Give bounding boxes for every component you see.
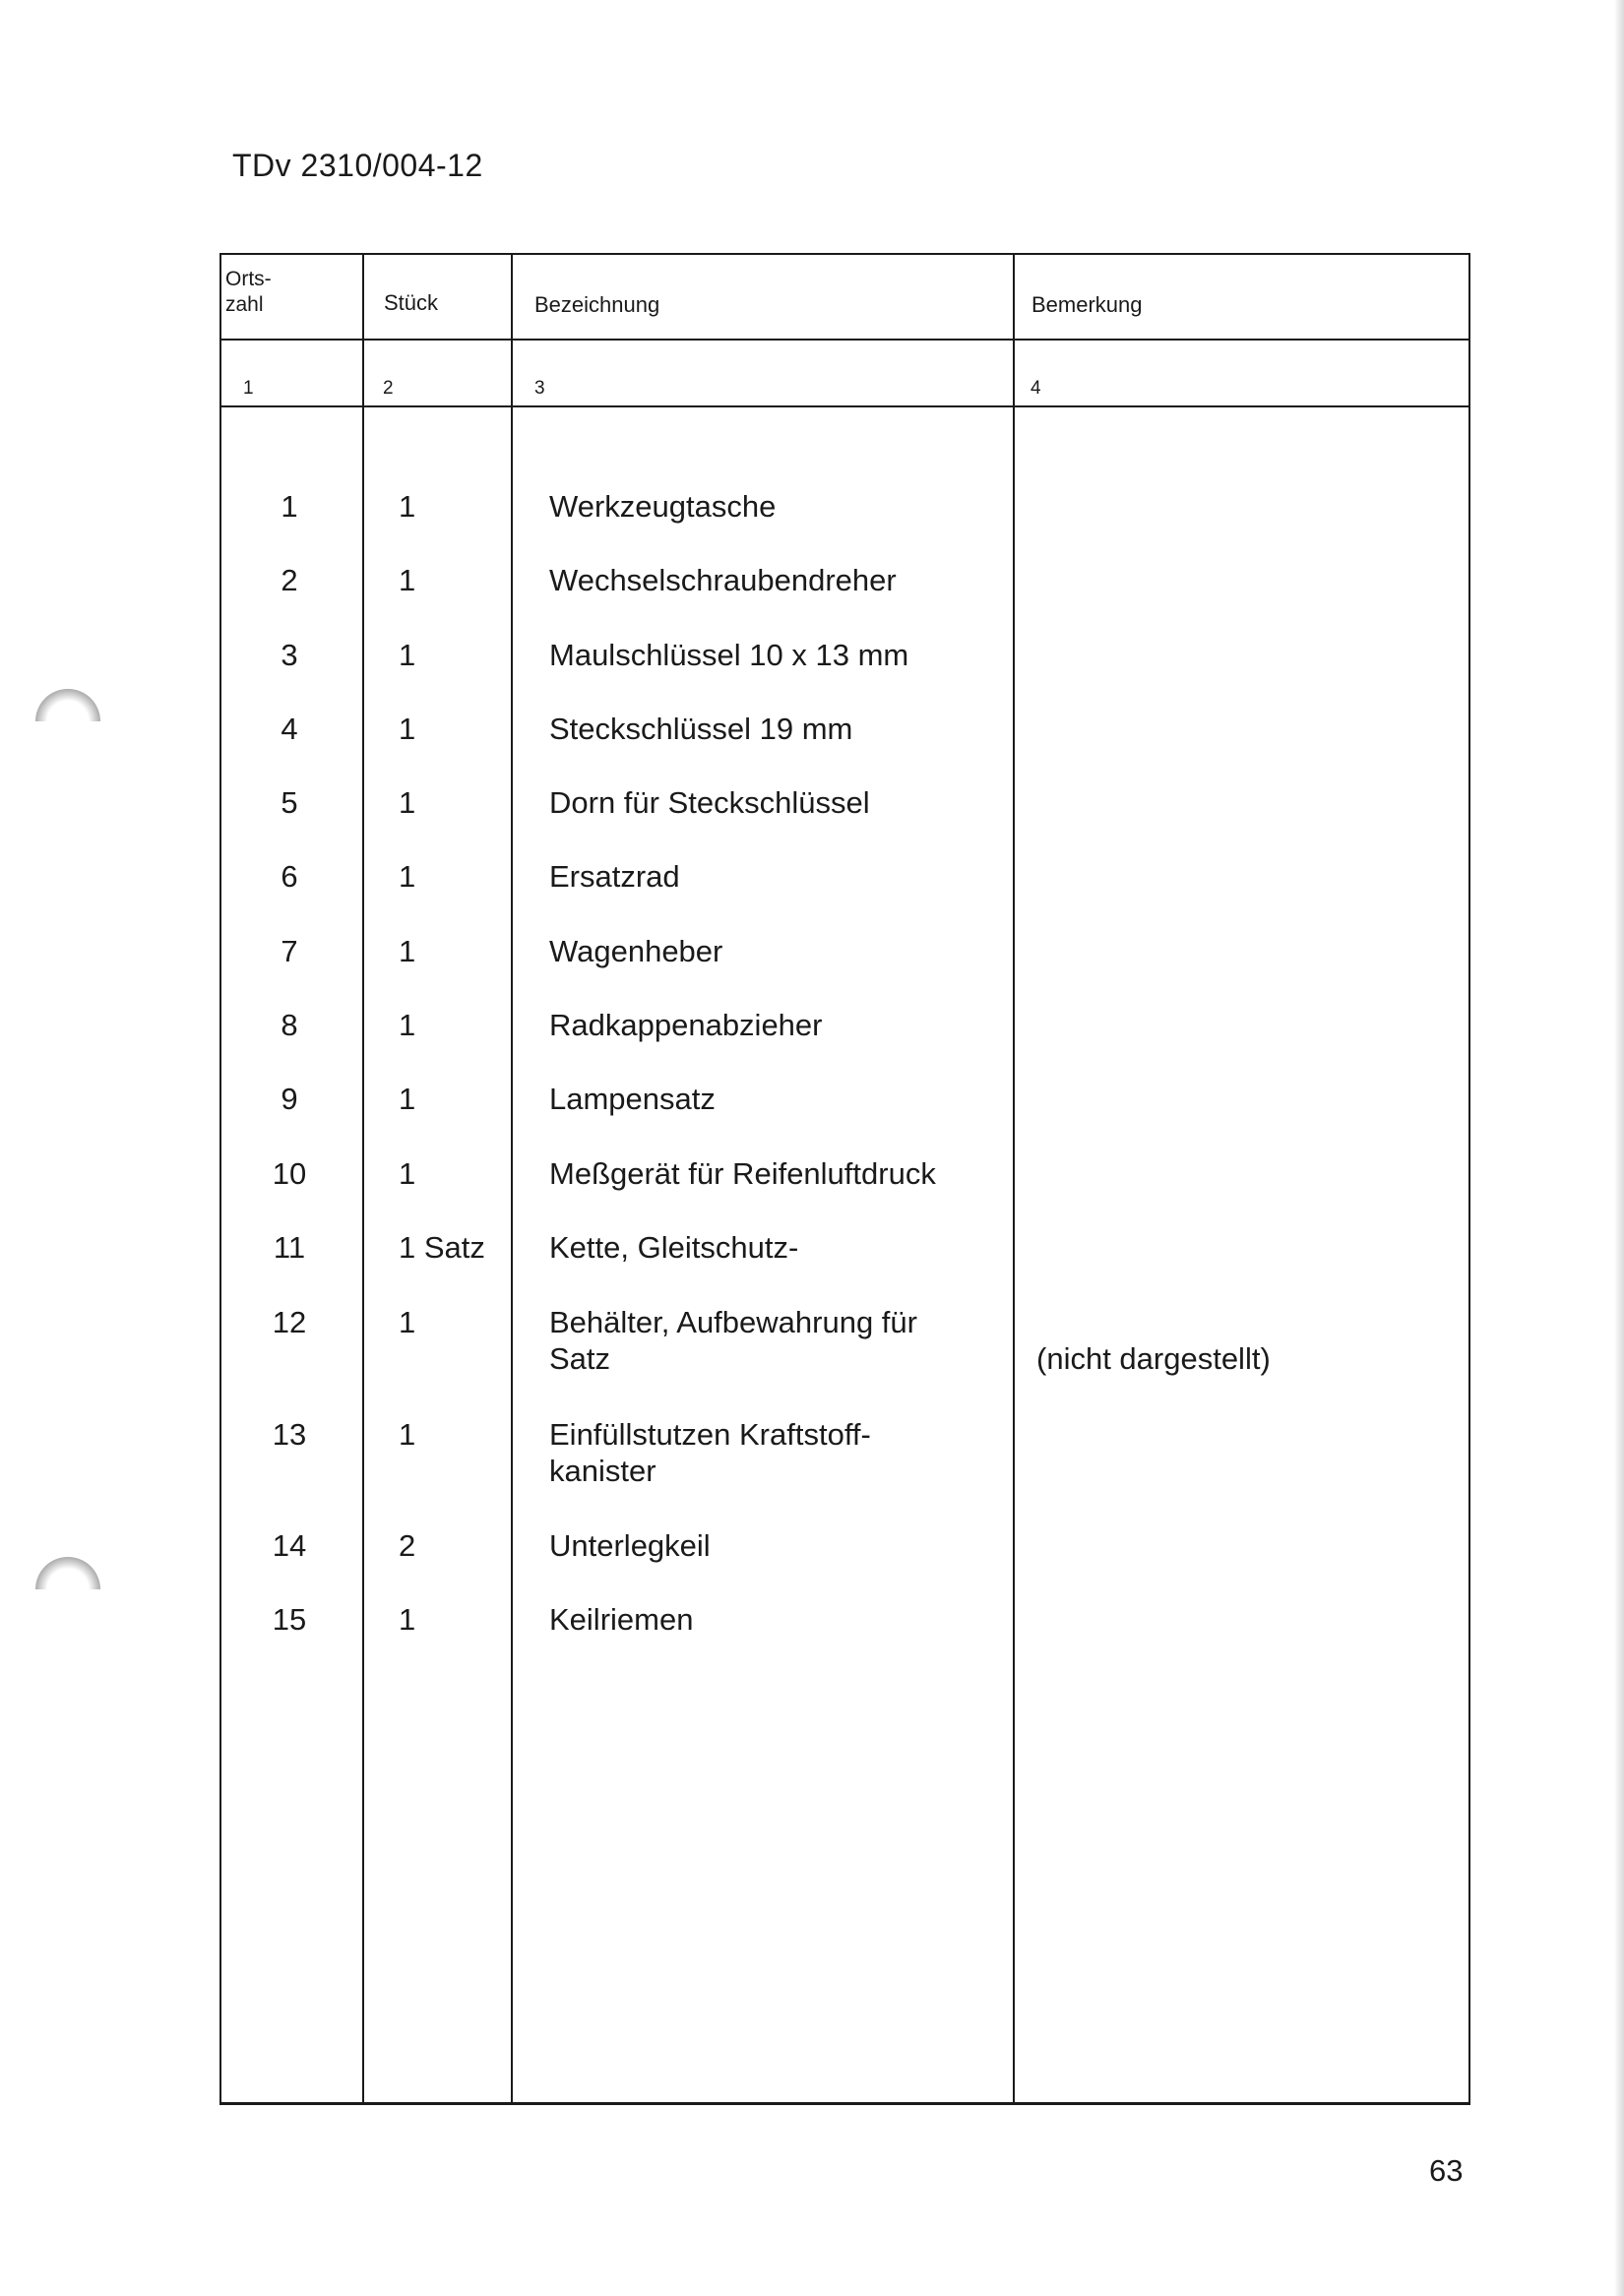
table-row — [221, 637, 1468, 696]
header-ortszahl: Orts- zahl — [225, 268, 272, 316]
column-number-2: 2 — [383, 378, 394, 399]
cell-ortszahl: 10 — [272, 1156, 307, 1191]
cell-ortszahl: 5 — [281, 785, 298, 820]
table-row — [221, 562, 1468, 621]
table-row — [221, 1007, 1468, 1066]
cell-ortszahl: 13 — [272, 1417, 307, 1452]
cell-ortszahl: 7 — [281, 934, 298, 968]
cell-ortszahl: 1 — [281, 489, 298, 524]
cell-stueck: 1 Satz — [399, 1230, 485, 1265]
cell-bezeichnung: Maulschlüssel 10 x 13 mm — [549, 638, 909, 672]
cell-bezeichnung: Steckschlüssel 19 mm — [549, 712, 853, 746]
cell-ortszahl: 6 — [281, 859, 298, 894]
column-number-3: 3 — [534, 378, 545, 399]
column-number-4: 4 — [1031, 378, 1041, 399]
document-id: TDv 2310/004-12 — [232, 148, 483, 183]
cell-bezeichnung: Ersatzrad — [549, 859, 680, 894]
column-number-1: 1 — [243, 378, 254, 399]
table-row — [221, 858, 1468, 917]
cell-ortszahl: 11 — [273, 1230, 306, 1265]
cell-stueck: 1 — [399, 563, 416, 597]
column-number-divider — [221, 405, 1468, 407]
cell-stueck: 1 — [399, 489, 416, 524]
cell-stueck: 1 — [399, 638, 416, 672]
cell-stueck: 2 — [399, 1528, 416, 1563]
cell-bezeichnung: Unterlegkeil — [549, 1528, 711, 1563]
table-row — [221, 784, 1468, 843]
cell-bezeichnung: Lampensatz — [549, 1082, 716, 1116]
cell-bezeichnung: Meßgerät für Reifenluftdruck — [549, 1156, 936, 1191]
cell-ortszahl: 12 — [272, 1305, 307, 1339]
table-row — [221, 1081, 1468, 1140]
cell-ortszahl: 3 — [281, 638, 298, 672]
cell-stueck: 1 — [399, 1602, 416, 1637]
punch-hole-bottom — [35, 1557, 100, 1589]
cell-bezeichnung: Behälter, Aufbewahrung für Satz — [549, 1305, 917, 1376]
table-row — [221, 1304, 1468, 1376]
cell-stueck: 1 — [399, 1082, 416, 1116]
table-row — [221, 1416, 1468, 1488]
cell-ortszahl: 9 — [281, 1082, 298, 1116]
table-row — [221, 488, 1468, 547]
cell-bezeichnung: Radkappenabzieher — [549, 1008, 823, 1042]
cell-stueck: 1 — [399, 1305, 416, 1339]
cell-bezeichnung: Einfüllstutzen Kraftstoff- kanister — [549, 1417, 871, 1488]
header-bemerkung: Bemerkung — [1031, 292, 1143, 317]
cell-stueck: 1 — [399, 859, 416, 894]
cell-stueck: 1 — [399, 934, 416, 968]
cell-stueck: 1 — [399, 785, 416, 820]
punch-hole-top — [35, 689, 100, 721]
page-number: 63 — [1429, 2153, 1464, 2188]
table-row — [221, 1527, 1468, 1586]
cell-bezeichnung: Werkzeugtasche — [549, 489, 777, 524]
header-bezeichnung: Bezeichnung — [534, 292, 660, 317]
cell-stueck: 1 — [399, 1008, 416, 1042]
table-row — [221, 1155, 1468, 1214]
table-row — [221, 711, 1468, 770]
cell-bezeichnung: Wagenheber — [549, 934, 723, 968]
cell-bezeichnung: Keilriemen — [549, 1602, 694, 1637]
cell-bezeichnung: Dorn für Steckschlüssel — [549, 785, 870, 820]
cell-ortszahl: 2 — [281, 563, 298, 597]
cell-bezeichnung: Kette, Gleitschutz- — [549, 1230, 799, 1265]
cell-ortszahl: 15 — [272, 1602, 307, 1637]
cell-stueck: 1 — [399, 1156, 416, 1191]
cell-bezeichnung: Wechselschraubendreher — [549, 563, 897, 597]
cell-stueck: 1 — [399, 712, 416, 746]
table-row — [221, 933, 1468, 992]
parts-table — [219, 253, 1470, 2105]
cell-bemerkung: (nicht dargestellt) — [1036, 1341, 1271, 1376]
page-edge-shadow — [1614, 0, 1624, 2296]
cell-ortszahl: 4 — [281, 712, 298, 746]
table-row — [221, 1601, 1468, 1660]
cell-ortszahl: 14 — [272, 1528, 307, 1563]
cell-stueck: 1 — [399, 1417, 416, 1452]
table-row — [221, 1229, 1468, 1288]
header-divider — [221, 339, 1468, 341]
header-stueck: Stück — [384, 290, 439, 315]
cell-ortszahl: 8 — [281, 1008, 298, 1042]
